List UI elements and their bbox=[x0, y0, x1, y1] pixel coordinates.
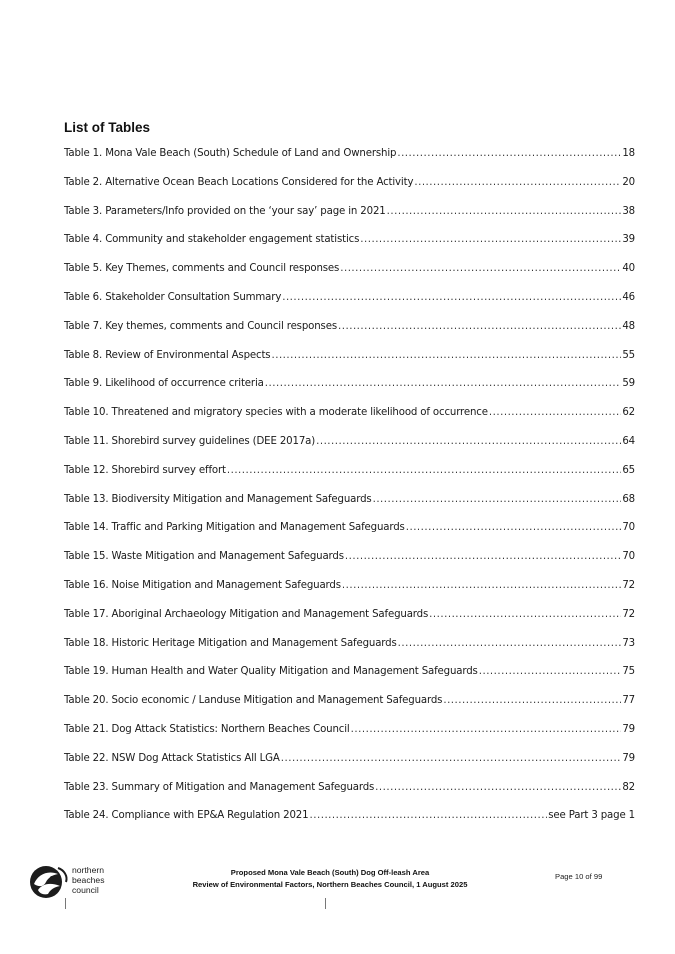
toc-entry[interactable] bbox=[64, 609, 635, 638]
logo-text-line: beaches bbox=[72, 875, 105, 885]
toc-entry[interactable] bbox=[64, 551, 635, 580]
toc-entry[interactable] bbox=[64, 810, 635, 839]
toc-leader-dots bbox=[373, 494, 622, 505]
toc-leader-dots bbox=[340, 263, 621, 274]
toc-leader-dots bbox=[429, 609, 621, 620]
logo-wordmark bbox=[72, 865, 105, 895]
toc-entry-title: Table 8. Review of Environmental Aspects bbox=[64, 349, 271, 361]
toc-leader-dots bbox=[265, 378, 622, 389]
footer-subtitle-line: Review of Environmental Factors, Northern Beaches Council, 1 August 2025 bbox=[192, 880, 468, 889]
toc-entry[interactable] bbox=[64, 753, 635, 782]
toc-entry-title: Table 7. Key themes, comments and Council responses bbox=[64, 320, 337, 332]
council-logo-icon bbox=[28, 862, 70, 902]
toc-leader-dots bbox=[387, 206, 622, 217]
page-number: Page 10 of 99 bbox=[555, 872, 603, 881]
toc-entry-page: 46 bbox=[622, 291, 635, 303]
toc-entry-title: Table 10. Threatened and migratory species with a moderate likelihood of occurrence bbox=[64, 407, 488, 419]
toc-leader-dots bbox=[338, 321, 621, 332]
toc-entry[interactable] bbox=[64, 148, 635, 177]
toc-entry[interactable] bbox=[64, 234, 635, 263]
toc-entry-page: 20 bbox=[622, 176, 635, 188]
toc-entry-title: Table 24. Compliance with EP&A Regulation 2021 bbox=[64, 810, 309, 822]
toc-entry-page: see Part 3 page 1 bbox=[548, 810, 635, 822]
toc-entry-page: 79 bbox=[622, 752, 635, 764]
logo-text-line: council bbox=[72, 885, 99, 895]
toc-leader-dots bbox=[398, 638, 622, 649]
toc-entry-title: Table 19. Human Health and Water Quality Mitigation and Management Safeguards bbox=[64, 666, 478, 678]
toc-entry[interactable] bbox=[64, 350, 635, 379]
toc-entry-title: Table 16. Noise Mitigation and Management Safeguards bbox=[64, 579, 341, 591]
table-of-contents-list bbox=[64, 148, 635, 839]
toc-entry-title: Table 1. Mona Vale Beach (South) Schedule of Land and Ownership bbox=[64, 148, 397, 159]
toc-entry-page: 48 bbox=[622, 320, 635, 332]
toc-entry[interactable] bbox=[64, 638, 635, 667]
toc-entry-title: Table 22. NSW Dog Attack Statistics All LGA bbox=[64, 752, 280, 764]
toc-entry[interactable] bbox=[64, 436, 635, 465]
toc-entry[interactable] bbox=[64, 782, 635, 811]
toc-entry-page: 79 bbox=[622, 723, 635, 735]
toc-entry-title: Table 9. Likelihood of occurrence criteria bbox=[64, 378, 264, 390]
toc-entry-title: Table 4. Community and stakeholder engagement statistics bbox=[64, 234, 360, 246]
toc-entry-page: 62 bbox=[622, 407, 635, 419]
toc-entry-page: 68 bbox=[622, 493, 635, 505]
toc-leader-dots bbox=[309, 810, 547, 821]
toc-entry[interactable] bbox=[64, 206, 635, 235]
toc-entry[interactable] bbox=[64, 263, 635, 292]
toc-leader-dots bbox=[489, 407, 621, 418]
toc-entry[interactable] bbox=[64, 407, 635, 436]
logo-text-line: northern bbox=[72, 865, 105, 875]
footer-document-title bbox=[160, 867, 500, 891]
toc-entry[interactable] bbox=[64, 724, 635, 753]
toc-entry-title: Table 15. Waste Mitigation and Management Safeguards bbox=[64, 551, 344, 563]
toc-entry[interactable] bbox=[64, 321, 635, 350]
toc-entry-title: Table 11. Shorebird survey guidelines (DEE 2017a) bbox=[64, 435, 316, 447]
toc-leader-dots bbox=[414, 177, 621, 188]
toc-leader-dots bbox=[360, 234, 621, 245]
toc-entry-page: 55 bbox=[622, 349, 635, 361]
toc-entry-page: 75 bbox=[622, 666, 635, 678]
toc-entry-page: 59 bbox=[622, 378, 635, 390]
toc-leader-dots bbox=[345, 551, 621, 562]
toc-leader-dots bbox=[271, 350, 621, 361]
toc-leader-dots bbox=[375, 782, 621, 793]
toc-leader-dots bbox=[397, 148, 621, 159]
toc-entry[interactable] bbox=[64, 177, 635, 206]
page-footer bbox=[0, 858, 675, 918]
toc-entry-title: Table 21. Dog Attack Statistics: Northern Beaches Council bbox=[64, 723, 350, 735]
toc-leader-dots bbox=[227, 465, 621, 476]
toc-entry-page: 40 bbox=[622, 263, 635, 275]
toc-entry-page: 70 bbox=[622, 551, 635, 563]
toc-leader-dots bbox=[281, 753, 622, 764]
toc-entry-page: 65 bbox=[622, 464, 635, 476]
toc-entry-title: Table 3. Parameters/Info provided on the ‘your say’ page in 2021 bbox=[64, 205, 386, 217]
toc-entry[interactable] bbox=[64, 292, 635, 321]
toc-entry-title: Table 18. Historic Heritage Mitigation and Management Safeguards bbox=[64, 637, 397, 649]
toc-entry[interactable] bbox=[64, 695, 635, 724]
toc-entry-title: Table 2. Alternative Ocean Beach Locations Considered for the Activity bbox=[64, 176, 414, 188]
toc-entry-page: 82 bbox=[622, 781, 635, 793]
footer-divider bbox=[65, 898, 66, 909]
toc-entry-page: 38 bbox=[622, 205, 635, 217]
toc-leader-dots bbox=[443, 695, 621, 706]
toc-entry[interactable] bbox=[64, 522, 635, 551]
list-of-tables-heading: List of Tables bbox=[64, 120, 151, 135]
toc-entry[interactable] bbox=[64, 465, 635, 494]
toc-entry-title: Table 20. Socio economic / Landuse Mitigation and Management Safeguards bbox=[64, 695, 443, 707]
toc-entry-page: 70 bbox=[622, 522, 635, 534]
toc-leader-dots bbox=[479, 666, 622, 677]
toc-entry-page: 72 bbox=[622, 579, 635, 591]
toc-entry-title: Table 6. Stakeholder Consultation Summary bbox=[64, 291, 282, 303]
toc-entry-page: 72 bbox=[622, 608, 635, 620]
toc-entry-page: 39 bbox=[622, 234, 635, 246]
toc-leader-dots bbox=[282, 292, 621, 303]
toc-leader-dots bbox=[351, 724, 622, 735]
toc-entry[interactable] bbox=[64, 666, 635, 695]
footer-title-line: Proposed Mona Vale Beach (South) Dog Off-leash Area bbox=[230, 868, 430, 877]
toc-entry-title: Table 23. Summary of Mitigation and Management Safeguards bbox=[64, 781, 375, 793]
toc-entry[interactable] bbox=[64, 378, 635, 407]
toc-entry[interactable] bbox=[64, 580, 635, 609]
toc-entry-title: Table 12. Shorebird survey effort bbox=[64, 464, 226, 476]
toc-leader-dots bbox=[406, 522, 622, 533]
toc-entry-title: Table 17. Aboriginal Archaeology Mitigation and Management Safeguards bbox=[64, 608, 429, 620]
toc-entry[interactable] bbox=[64, 494, 635, 523]
northern-beaches-council-logo bbox=[28, 862, 118, 902]
toc-entry-page: 73 bbox=[622, 637, 635, 649]
toc-leader-dots bbox=[342, 580, 621, 591]
footer-divider bbox=[325, 898, 326, 909]
toc-entry-title: Table 5. Key Themes, comments and Council responses bbox=[64, 263, 340, 275]
toc-entry-title: Table 14. Traffic and Parking Mitigation and Management Safeguards bbox=[64, 522, 405, 534]
toc-entry-page: 77 bbox=[622, 695, 635, 707]
toc-leader-dots bbox=[316, 436, 621, 447]
toc-entry-title: Table 13. Biodiversity Mitigation and Management Safeguards bbox=[64, 493, 372, 505]
toc-entry-page: 64 bbox=[622, 435, 635, 447]
toc-entry-page: 18 bbox=[622, 148, 635, 159]
